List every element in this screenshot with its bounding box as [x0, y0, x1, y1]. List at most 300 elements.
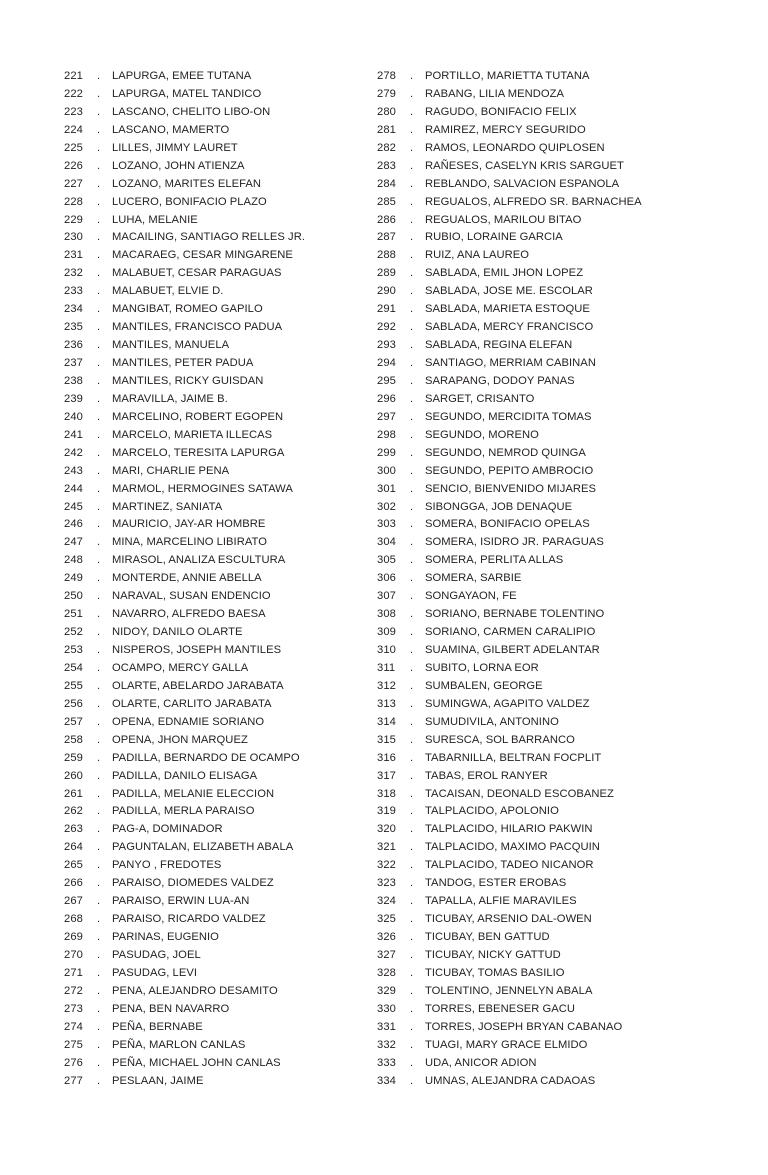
- entry-separator: .: [97, 70, 101, 82]
- list-item: [64, 732, 364, 750]
- entry-number: 247: [64, 536, 83, 549]
- list-item: [64, 355, 364, 373]
- entry-name: PADILLA, BERNARDO DE OCAMPO: [112, 751, 300, 764]
- list-item: [64, 247, 364, 265]
- entry-number: 252: [64, 626, 83, 639]
- entry-separator: .: [97, 895, 101, 908]
- entry-number: 248: [64, 554, 83, 567]
- entry-separator: .: [410, 392, 414, 405]
- list-item: [64, 624, 364, 642]
- entry-number: 318: [377, 787, 396, 800]
- entry-name: SUAMINA, GILBERT ADELANTAR: [425, 644, 600, 656]
- list-item: [64, 140, 364, 158]
- entry-separator: .: [97, 1038, 101, 1051]
- entry-separator: .: [97, 966, 101, 979]
- entry-separator: .: [97, 841, 101, 854]
- entry-separator: .: [97, 195, 101, 208]
- entry-number: 305: [377, 554, 396, 567]
- entry-separator: .: [97, 464, 101, 477]
- entry-separator: .: [97, 159, 101, 172]
- entry-number: 294: [377, 357, 396, 369]
- entry-separator: .: [410, 554, 414, 567]
- entry-name: REGUALOS, ALFREDO SR. BARNACHEA: [425, 195, 642, 208]
- entry-separator: .: [410, 823, 414, 836]
- entry-number: 277: [64, 1074, 83, 1087]
- entry-separator: .: [97, 500, 101, 513]
- list-item: [64, 1019, 364, 1037]
- entry-number: 304: [377, 536, 396, 549]
- entry-name: RAÑESES, CASELYN KRIS SARGUET: [425, 159, 624, 172]
- entry-name: PAGUNTALAN, ELIZABETH ABALA: [112, 841, 294, 854]
- entry-name: PENA, BEN NAVARRO: [112, 1002, 230, 1015]
- entry-name: SABLADA, EMIL JHON LOPEZ: [425, 267, 584, 280]
- entry-separator: .: [97, 1056, 101, 1069]
- entry-number: 285: [377, 195, 396, 208]
- entry-number: 229: [64, 213, 83, 226]
- list-item: [377, 212, 707, 230]
- entry-number: 286: [377, 213, 396, 226]
- entry-separator: .: [410, 715, 414, 728]
- entry-name: MARCELO, TERESITA LAPURGA: [112, 446, 285, 459]
- entry-number: 236: [64, 339, 83, 352]
- entry-separator: .: [410, 572, 414, 585]
- entry-number: 302: [377, 500, 396, 513]
- entry-separator: .: [410, 177, 414, 190]
- entry-separator: .: [410, 285, 414, 298]
- entry-number: 297: [377, 410, 396, 423]
- list-item: [377, 463, 707, 481]
- entry-separator: .: [97, 931, 101, 943]
- entry-name: MACARAEG, CESAR MINGARENE: [112, 249, 293, 262]
- entry-name: PADILLA, DANILO ELISAGA: [112, 769, 258, 782]
- list-item: [64, 283, 364, 301]
- list-item: [64, 983, 364, 1001]
- entry-name: MANGIBAT, ROMEO GAPILO: [112, 303, 263, 316]
- entry-number: 240: [64, 410, 83, 423]
- list-item: [377, 140, 707, 158]
- entry-separator: .: [410, 1002, 414, 1015]
- list-item: [64, 534, 364, 552]
- entry-separator: .: [410, 159, 414, 172]
- entry-number: 301: [377, 482, 396, 495]
- entry-name: TALPLACIDO, APOLONIO: [425, 805, 559, 818]
- entry-name: PARINAS, EUGENIO: [112, 931, 219, 943]
- list-item: [377, 409, 707, 427]
- entry-number: 224: [64, 123, 83, 136]
- entry-number: 281: [377, 123, 396, 136]
- entry-number: 329: [377, 984, 396, 997]
- entry-separator: .: [410, 697, 414, 710]
- entry-number: 293: [377, 339, 396, 352]
- list-item: [64, 893, 364, 911]
- entry-name: LOZANO, JOHN ATIENZA: [112, 159, 245, 172]
- entry-separator: .: [410, 303, 414, 316]
- list-item: [377, 427, 707, 445]
- entry-name: SOMERA, BONIFACIO OPELAS: [425, 518, 590, 531]
- entry-number: 320: [377, 823, 396, 836]
- entry-number: 315: [377, 733, 396, 746]
- entry-separator: .: [410, 644, 414, 656]
- list-item: [377, 68, 707, 86]
- entry-separator: .: [410, 895, 414, 908]
- entry-name: NISPEROS, JOSEPH MANTILES: [112, 644, 282, 656]
- entry-number: 312: [377, 679, 396, 692]
- list-item: [64, 929, 364, 947]
- entry-separator: .: [410, 787, 414, 800]
- entry-name: UDA, ANICOR ADION: [425, 1056, 537, 1069]
- list-item: [64, 660, 364, 678]
- entry-separator: .: [410, 877, 414, 890]
- entry-number: 321: [377, 841, 396, 854]
- list-item: [64, 786, 364, 804]
- list-item: [377, 86, 707, 104]
- entry-name: TABARNILLA, BELTRAN FOCPLIT: [425, 751, 602, 764]
- entry-separator: .: [97, 177, 101, 190]
- entry-number: 289: [377, 267, 396, 280]
- entry-separator: .: [410, 1074, 414, 1087]
- list-item: [377, 714, 707, 732]
- entry-separator: .: [97, 733, 101, 746]
- entry-separator: .: [410, 1020, 414, 1033]
- entry-name: LAPURGA, EMEE TUTANA: [112, 70, 252, 82]
- entry-number: 271: [64, 966, 83, 979]
- list-item: [377, 445, 707, 463]
- entry-separator: .: [97, 1002, 101, 1015]
- entry-number: 292: [377, 321, 396, 334]
- entry-number: 328: [377, 966, 396, 979]
- list-item: [377, 983, 707, 1001]
- entry-separator: .: [97, 1020, 101, 1033]
- entry-separator: .: [97, 123, 101, 136]
- list-item: [377, 750, 707, 768]
- entry-number: 255: [64, 679, 83, 692]
- entry-separator: .: [410, 374, 414, 387]
- list-item: [377, 786, 707, 804]
- entry-name: SORIANO, BERNABE TOLENTINO: [425, 608, 605, 621]
- entry-name: SARGET, CRISANTO: [425, 392, 535, 405]
- entry-separator: .: [410, 733, 414, 746]
- list-item: [64, 875, 364, 893]
- entry-separator: .: [97, 805, 101, 818]
- entry-separator: .: [97, 357, 101, 369]
- entry-number: 283: [377, 159, 396, 172]
- entry-name: PANYO , FREDOTES: [112, 859, 222, 872]
- entry-name: SARAPANG, DODOY PANAS: [425, 374, 575, 387]
- entry-name: LUHA, MELANIE: [112, 213, 198, 226]
- entry-number: 227: [64, 177, 83, 190]
- list-item: [377, 570, 707, 588]
- list-item: [377, 481, 707, 499]
- entry-name: RAGUDO, BONIFACIO FELIX: [425, 105, 577, 118]
- entry-separator: .: [97, 661, 101, 674]
- entry-name: LASCANO, MAMERTO: [112, 123, 230, 136]
- list-item: [377, 624, 707, 642]
- entry-name: OPENA, JHON MARQUEZ: [112, 733, 248, 746]
- entry-number: 299: [377, 446, 396, 459]
- entry-number: 303: [377, 518, 396, 531]
- entry-name: OPENA, EDNAMIE SORIANO: [112, 715, 265, 728]
- entry-name: UMNAS, ALEJANDRA CADAOAS: [425, 1074, 596, 1087]
- list-item: [377, 821, 707, 839]
- entry-separator: .: [410, 141, 414, 154]
- entry-name: PARAISO, RICARDO VALDEZ: [112, 913, 266, 926]
- list-item: [64, 1055, 364, 1073]
- entry-name: MALABUET, ELVIE D.: [112, 285, 224, 298]
- list-item: [64, 463, 364, 481]
- entry-separator: .: [410, 1056, 414, 1069]
- entry-name: TICUBAY, BEN GATTUD: [425, 931, 550, 943]
- list-item: [377, 875, 707, 893]
- entry-name: SUMUDIVILA, ANTONINO: [425, 715, 559, 728]
- entry-number: 326: [377, 931, 396, 943]
- list-item: [377, 122, 707, 140]
- entry-name: TORRES, JOSEPH BRYAN CABANAO: [425, 1020, 623, 1033]
- entry-separator: .: [410, 249, 414, 262]
- entry-number: 309: [377, 626, 396, 639]
- entry-number: 311: [377, 661, 396, 674]
- entry-name: REGUALOS, MARILOU BITAO: [425, 213, 582, 226]
- entry-separator: .: [410, 410, 414, 423]
- entry-separator: .: [97, 1074, 101, 1087]
- list-item: [64, 821, 364, 839]
- entry-separator: .: [410, 339, 414, 352]
- entry-number: 319: [377, 805, 396, 818]
- entry-separator: .: [410, 769, 414, 782]
- list-item: [377, 194, 707, 212]
- list-item: [377, 319, 707, 337]
- entry-number: 222: [64, 87, 83, 100]
- list-item: [377, 534, 707, 552]
- entry-number: 270: [64, 948, 83, 961]
- entry-number: 249: [64, 572, 83, 585]
- entry-separator: .: [410, 590, 414, 603]
- entry-number: 278: [377, 70, 396, 82]
- entry-name: SEGUNDO, PEPITO AMBROCIO: [425, 464, 594, 477]
- entry-number: 324: [377, 895, 396, 908]
- entry-separator: .: [97, 231, 101, 244]
- entry-number: 333: [377, 1056, 396, 1069]
- entry-separator: .: [97, 303, 101, 316]
- entry-name: MARCELINO, ROBERT EGOPEN: [112, 410, 284, 423]
- entry-name: SONGAYAON, FE: [425, 590, 517, 603]
- entry-separator: .: [97, 554, 101, 567]
- list-item: [377, 642, 707, 660]
- entry-name: MALABUET, CESAR PARAGUAS: [112, 267, 282, 280]
- entry-number: 313: [377, 697, 396, 710]
- entry-number: 276: [64, 1056, 83, 1069]
- entry-number: 264: [64, 841, 83, 854]
- roster-columns: [0, 68, 768, 1090]
- entry-number: 242: [64, 446, 83, 459]
- list-item: [377, 337, 707, 355]
- list-item: [377, 588, 707, 606]
- entry-name: PARAISO, DIOMEDES VALDEZ: [112, 877, 274, 890]
- entry-separator: .: [97, 590, 101, 603]
- entry-number: 296: [377, 392, 396, 405]
- entry-number: 225: [64, 141, 83, 154]
- entry-number: 325: [377, 913, 396, 926]
- entry-separator: .: [410, 500, 414, 513]
- entry-number: 258: [64, 733, 83, 746]
- entry-name: PASUDAG, LEVI: [112, 966, 197, 979]
- entry-name: MARAVILLA, JAIME B.: [112, 392, 228, 405]
- entry-name: PAG-A, DOMINADOR: [112, 823, 223, 836]
- entry-number: 279: [377, 87, 396, 100]
- entry-separator: .: [97, 249, 101, 262]
- entry-name: SENCIO, BIENVENIDO MIJARES: [425, 482, 597, 495]
- list-item: [377, 1019, 707, 1037]
- entry-number: 228: [64, 195, 83, 208]
- entry-name: RAMOS, LEONARDO QUIPLOSEN: [425, 141, 605, 154]
- entry-separator: .: [97, 536, 101, 549]
- entry-separator: .: [97, 715, 101, 728]
- entry-name: LUCERO, BONIFACIO PLAZO: [112, 195, 267, 208]
- list-item: [64, 194, 364, 212]
- list-item: [64, 373, 364, 391]
- entry-number: 282: [377, 141, 396, 154]
- entry-name: TALPLACIDO, MAXIMO PACQUIN: [425, 841, 600, 854]
- entry-name: MARI, CHARLIE PENA: [112, 464, 230, 477]
- entry-name: TICUBAY, ARSENIO DAL-OWEN: [425, 913, 592, 926]
- entry-name: MIRASOL, ANALIZA ESCULTURA: [112, 554, 286, 567]
- entry-name: LILLES, JIMMY LAURET: [112, 141, 238, 154]
- entry-name: SEGUNDO, NEMROD QUINGA: [425, 446, 586, 459]
- entry-separator: .: [97, 446, 101, 459]
- entry-name: PADILLA, MELANIE ELECCION: [112, 787, 275, 800]
- entry-separator: .: [97, 339, 101, 352]
- entry-separator: .: [410, 805, 414, 818]
- entry-name: TALPLACIDO, HILARIO PAKWIN: [425, 823, 593, 836]
- entry-name: MANTILES, MANUELA: [112, 339, 230, 352]
- entry-separator: .: [97, 823, 101, 836]
- list-item: [64, 176, 364, 194]
- list-item: [377, 660, 707, 678]
- entry-separator: .: [410, 661, 414, 674]
- list-item: [64, 122, 364, 140]
- entry-number: 223: [64, 105, 83, 118]
- list-item: [64, 678, 364, 696]
- entry-name: SOMERA, ISIDRO JR. PARAGUAS: [425, 536, 604, 549]
- entry-separator: .: [410, 213, 414, 226]
- entry-name: MAURICIO, JAY-AR HOMBRE: [112, 518, 266, 531]
- entry-separator: .: [97, 679, 101, 692]
- list-item: [377, 283, 707, 301]
- entry-name: SABLADA, MERCY FRANCISCO: [425, 321, 594, 334]
- entry-name: PESLAAN, JAIME: [112, 1074, 204, 1087]
- list-item: [64, 68, 364, 86]
- entry-separator: .: [97, 410, 101, 423]
- entry-separator: .: [97, 105, 101, 118]
- list-item: [64, 104, 364, 122]
- list-item: [64, 212, 364, 230]
- entry-number: 291: [377, 303, 396, 316]
- entry-number: 316: [377, 751, 396, 764]
- entry-name: SUMBALEN, GEORGE: [425, 679, 543, 692]
- entry-name: RAMIREZ, MERCY SEGURIDO: [425, 123, 586, 136]
- entry-number: 269: [64, 931, 83, 943]
- entry-number: 334: [377, 1074, 396, 1087]
- entry-number: 280: [377, 105, 396, 118]
- entry-number: 244: [64, 482, 83, 495]
- entry-number: 253: [64, 644, 83, 656]
- list-item: [64, 427, 364, 445]
- entry-separator: .: [410, 123, 414, 136]
- list-item: [377, 732, 707, 750]
- list-item: [64, 768, 364, 786]
- entry-number: 250: [64, 590, 83, 603]
- entry-number: 261: [64, 787, 83, 800]
- entry-separator: .: [410, 231, 414, 244]
- entry-separator: .: [410, 679, 414, 692]
- entry-number: 274: [64, 1020, 83, 1033]
- list-item: [377, 1037, 707, 1055]
- entry-separator: .: [410, 984, 414, 997]
- entry-number: 298: [377, 428, 396, 441]
- list-item: [377, 1001, 707, 1019]
- entry-name: TICUBAY, NICKY GATTUD: [425, 948, 561, 961]
- entry-name: TORRES, EBENESER GACU: [425, 1002, 576, 1015]
- list-item: [64, 409, 364, 427]
- entry-number: 262: [64, 805, 83, 818]
- entry-number: 314: [377, 715, 396, 728]
- list-item: [64, 319, 364, 337]
- list-item: [64, 481, 364, 499]
- list-item: [64, 1073, 364, 1091]
- entry-name: MANTILES, RICKY GUISDAN: [112, 374, 264, 387]
- entry-name: SIBONGGA, JOB DENAQUE: [425, 500, 573, 513]
- list-item: [64, 588, 364, 606]
- entry-separator: .: [97, 87, 101, 100]
- entry-separator: .: [410, 87, 414, 100]
- entry-number: 243: [64, 464, 83, 477]
- list-item: [377, 768, 707, 786]
- list-item: [64, 642, 364, 660]
- list-item: [64, 714, 364, 732]
- list-item: [377, 839, 707, 857]
- list-item: [377, 301, 707, 319]
- entry-name: SABLADA, JOSE ME. ESCOLAR: [425, 285, 593, 298]
- list-item: [64, 445, 364, 463]
- entry-separator: .: [97, 285, 101, 298]
- list-item: [64, 337, 364, 355]
- entry-number: 265: [64, 859, 83, 872]
- entry-name: NAVARRO, ALFREDO BAESA: [112, 608, 266, 621]
- entry-name: TICUBAY, TOMAS BASILIO: [425, 966, 565, 979]
- entry-separator: .: [97, 644, 101, 656]
- list-item: [377, 158, 707, 176]
- entry-separator: .: [410, 195, 414, 208]
- list-item: [64, 803, 364, 821]
- entry-number: 221: [64, 70, 83, 82]
- entry-separator: .: [410, 518, 414, 531]
- entry-name: SEGUNDO, MERCIDITA TOMAS: [425, 410, 592, 423]
- entry-separator: .: [97, 213, 101, 226]
- entry-number: 246: [64, 518, 83, 531]
- entry-separator: .: [410, 482, 414, 495]
- entry-name: MINA, MARCELINO LIBIRATO: [112, 536, 267, 549]
- entry-separator: .: [410, 267, 414, 280]
- entry-number: 308: [377, 608, 396, 621]
- entry-number: 267: [64, 895, 83, 908]
- list-item: [377, 176, 707, 194]
- list-item: [64, 499, 364, 517]
- list-item: [377, 857, 707, 875]
- entry-separator: .: [97, 913, 101, 926]
- entry-separator: .: [97, 572, 101, 585]
- entry-separator: .: [410, 357, 414, 369]
- entry-number: 254: [64, 661, 83, 674]
- roster-column-left: [64, 68, 364, 1090]
